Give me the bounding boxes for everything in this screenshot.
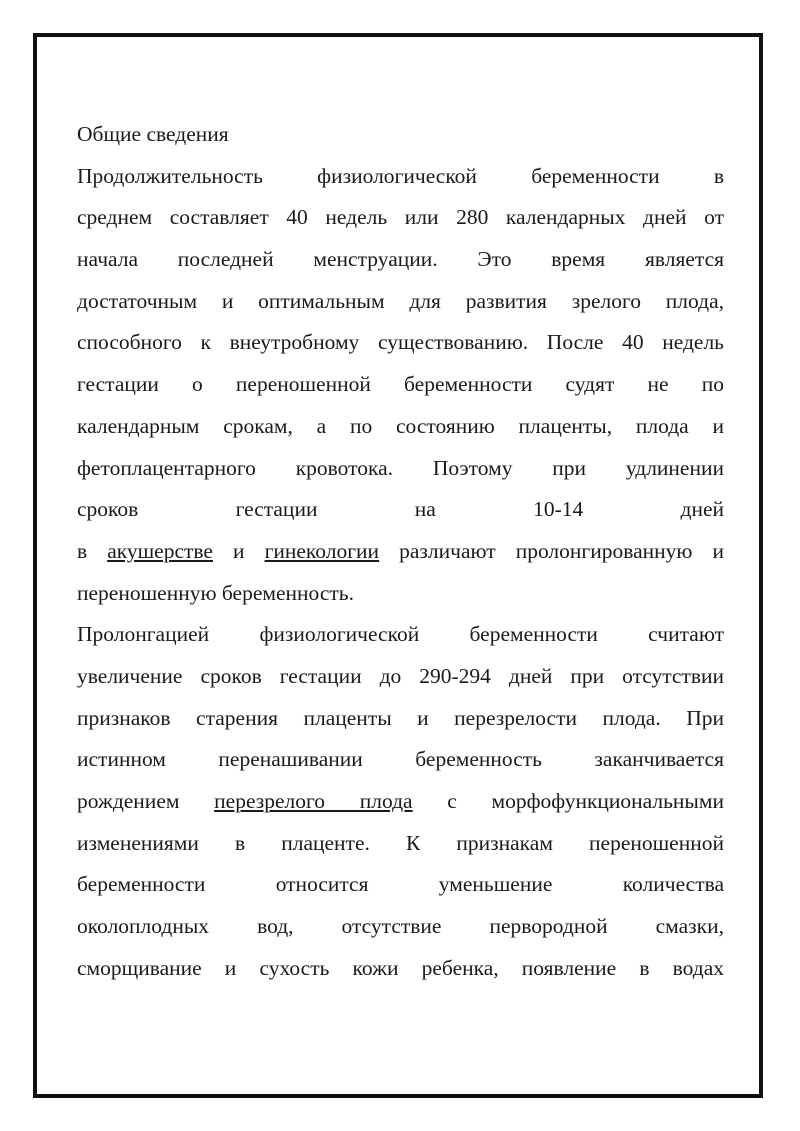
text-segment: сроков гестации на 10-14 дней — [77, 497, 724, 522]
text-line — [77, 739, 724, 781]
text-segment: беременности относится уменьшение количества — [77, 872, 724, 897]
text-segment: различают пролонгированную и — [379, 538, 724, 563]
text-segment: и — [212, 538, 265, 563]
text-line — [77, 781, 724, 823]
section-heading: Общие сведения — [77, 122, 229, 146]
text-line — [77, 239, 724, 281]
text-segment: переношенную беременность. — [77, 580, 354, 605]
reference-link[interactable]: гинекологии — [264, 538, 380, 563]
text-segment: с морфофункциональными — [412, 789, 724, 813]
text-segment: признаков старения плаценты и перезрелости плода. При — [77, 705, 724, 730]
text-segment: изменениями в плаценте. К признакам переношенной — [77, 830, 724, 855]
text-segment: достаточным и оптимальным для развития зрелого плода, — [77, 288, 724, 313]
text-segment: в — [77, 538, 108, 563]
text-line — [77, 573, 724, 615]
text-line — [77, 281, 724, 323]
text-segment: гестации о переношенной беременности судят не по — [77, 372, 724, 397]
text-segment: Продолжительность физиологической беременности в — [77, 163, 724, 188]
text-segment: увеличение сроков гестации до 290-294 дней при отсутствии — [77, 663, 724, 688]
text-segment: околоплодных вод, отсутствие первородной смазки, — [77, 914, 724, 939]
text-segment: рождением — [77, 789, 215, 813]
text-segment: Пролонгацией физиологической беременности считают — [77, 622, 724, 647]
text-line — [77, 156, 724, 198]
text-segment: фетоплацентарного кровотока. Поэтому при удлинении — [77, 455, 724, 480]
document-body — [77, 114, 724, 989]
text-line — [77, 656, 724, 698]
text-segment: начала последней менструации. Это время является — [77, 247, 724, 272]
text-line — [77, 906, 724, 948]
text-line — [77, 489, 724, 531]
text-line — [77, 364, 724, 406]
text-line — [77, 406, 724, 448]
text-line — [77, 698, 724, 740]
text-segment: способного к внеутробному существованию. После 40 недель — [77, 330, 724, 355]
text-segment: истинном перенашивании беременность заканчивается — [77, 747, 724, 772]
text-line — [77, 322, 724, 364]
text-segment: среднем составляет 40 недель или 280 календарных дней от — [77, 205, 724, 230]
text-line — [77, 864, 724, 906]
text-line — [77, 531, 724, 573]
text-segment: календарным срокам, а по состоянию плаценты, плода и — [77, 413, 724, 438]
text-line — [77, 948, 724, 990]
paragraph-lines — [77, 156, 724, 990]
text-segment: сморщивание и сухость кожи ребенка, появление в водах — [77, 955, 724, 980]
reference-link[interactable]: акушерстве — [107, 538, 213, 563]
text-line — [77, 823, 724, 865]
text-line — [77, 614, 724, 656]
reference-link[interactable]: перезрелого плода — [214, 789, 413, 813]
text-line — [77, 448, 724, 490]
text-line — [77, 197, 724, 239]
